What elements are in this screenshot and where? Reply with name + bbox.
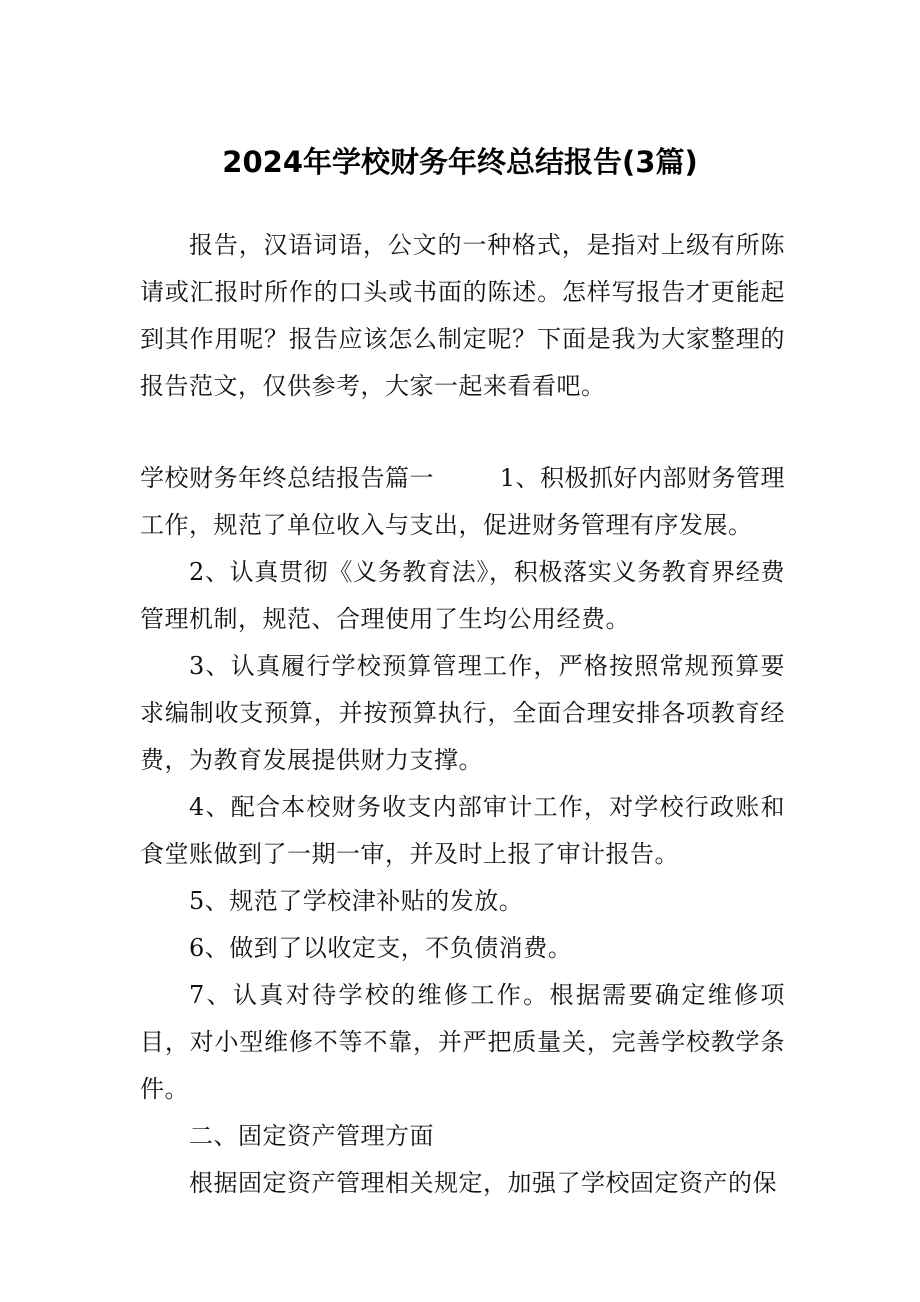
list-item-3: 3、认真履行学校预算管理工作，严格按照常规预算要求编制收支预算，并按预算执行，全面合理安排各项教育经费，为教育发展提供财力支撑。: [140, 652, 785, 774]
list-item-2: 2、认真贯彻《义务教育法》，积极落实义务教育界经费管理机制，规范、合理使用了生均公用经费。: [140, 558, 785, 633]
document-body: [140, 222, 785, 1207]
list-item-4: 4、配合本校财务收支内部审计工作，对学校行政账和食堂账做到了一期一审，并及时上报了审计报告。: [140, 793, 785, 868]
intro-paragraph: 报告，汉语词语，公文的一种格式，是指对上级有所陈请或汇报时所作的口头或书面的陈述。怎样写报告才更能起到其作用呢？报告应该怎么制定呢？下面是我为大家整理的报告范文，仅供参考，大家一起来看看吧。: [140, 231, 785, 400]
list-item-7: 7、认真对待学校的维修工作。根据需要确定维修项目，对小型维修不等不靠，并严把质量关，完善学校教学条件。: [140, 981, 785, 1103]
paragraph-spacer: [140, 410, 785, 455]
section-heading-line: [140, 455, 785, 502]
item-1-start: 1、积极抓好内部财务管理: [499, 464, 785, 492]
subsection-paragraph: 根据固定资产管理相关规定，加强了学校固定资产的保: [189, 1169, 777, 1197]
list-item-5: 5、规范了学校津补贴的发放。: [189, 887, 524, 915]
item-1-continuation: 工作，规范了单位收入与支出，促进财务管理有序发展。: [140, 511, 753, 539]
document-title: 2024年学校财务年终总结报告(3篇): [222, 145, 698, 179]
subsection-heading: 二、固定资产管理方面: [189, 1122, 434, 1150]
section-heading: 学校财务年终总结报告篇一: [140, 464, 434, 492]
list-item-6: 6、做到了以收定支，不负债消费。: [189, 934, 573, 962]
